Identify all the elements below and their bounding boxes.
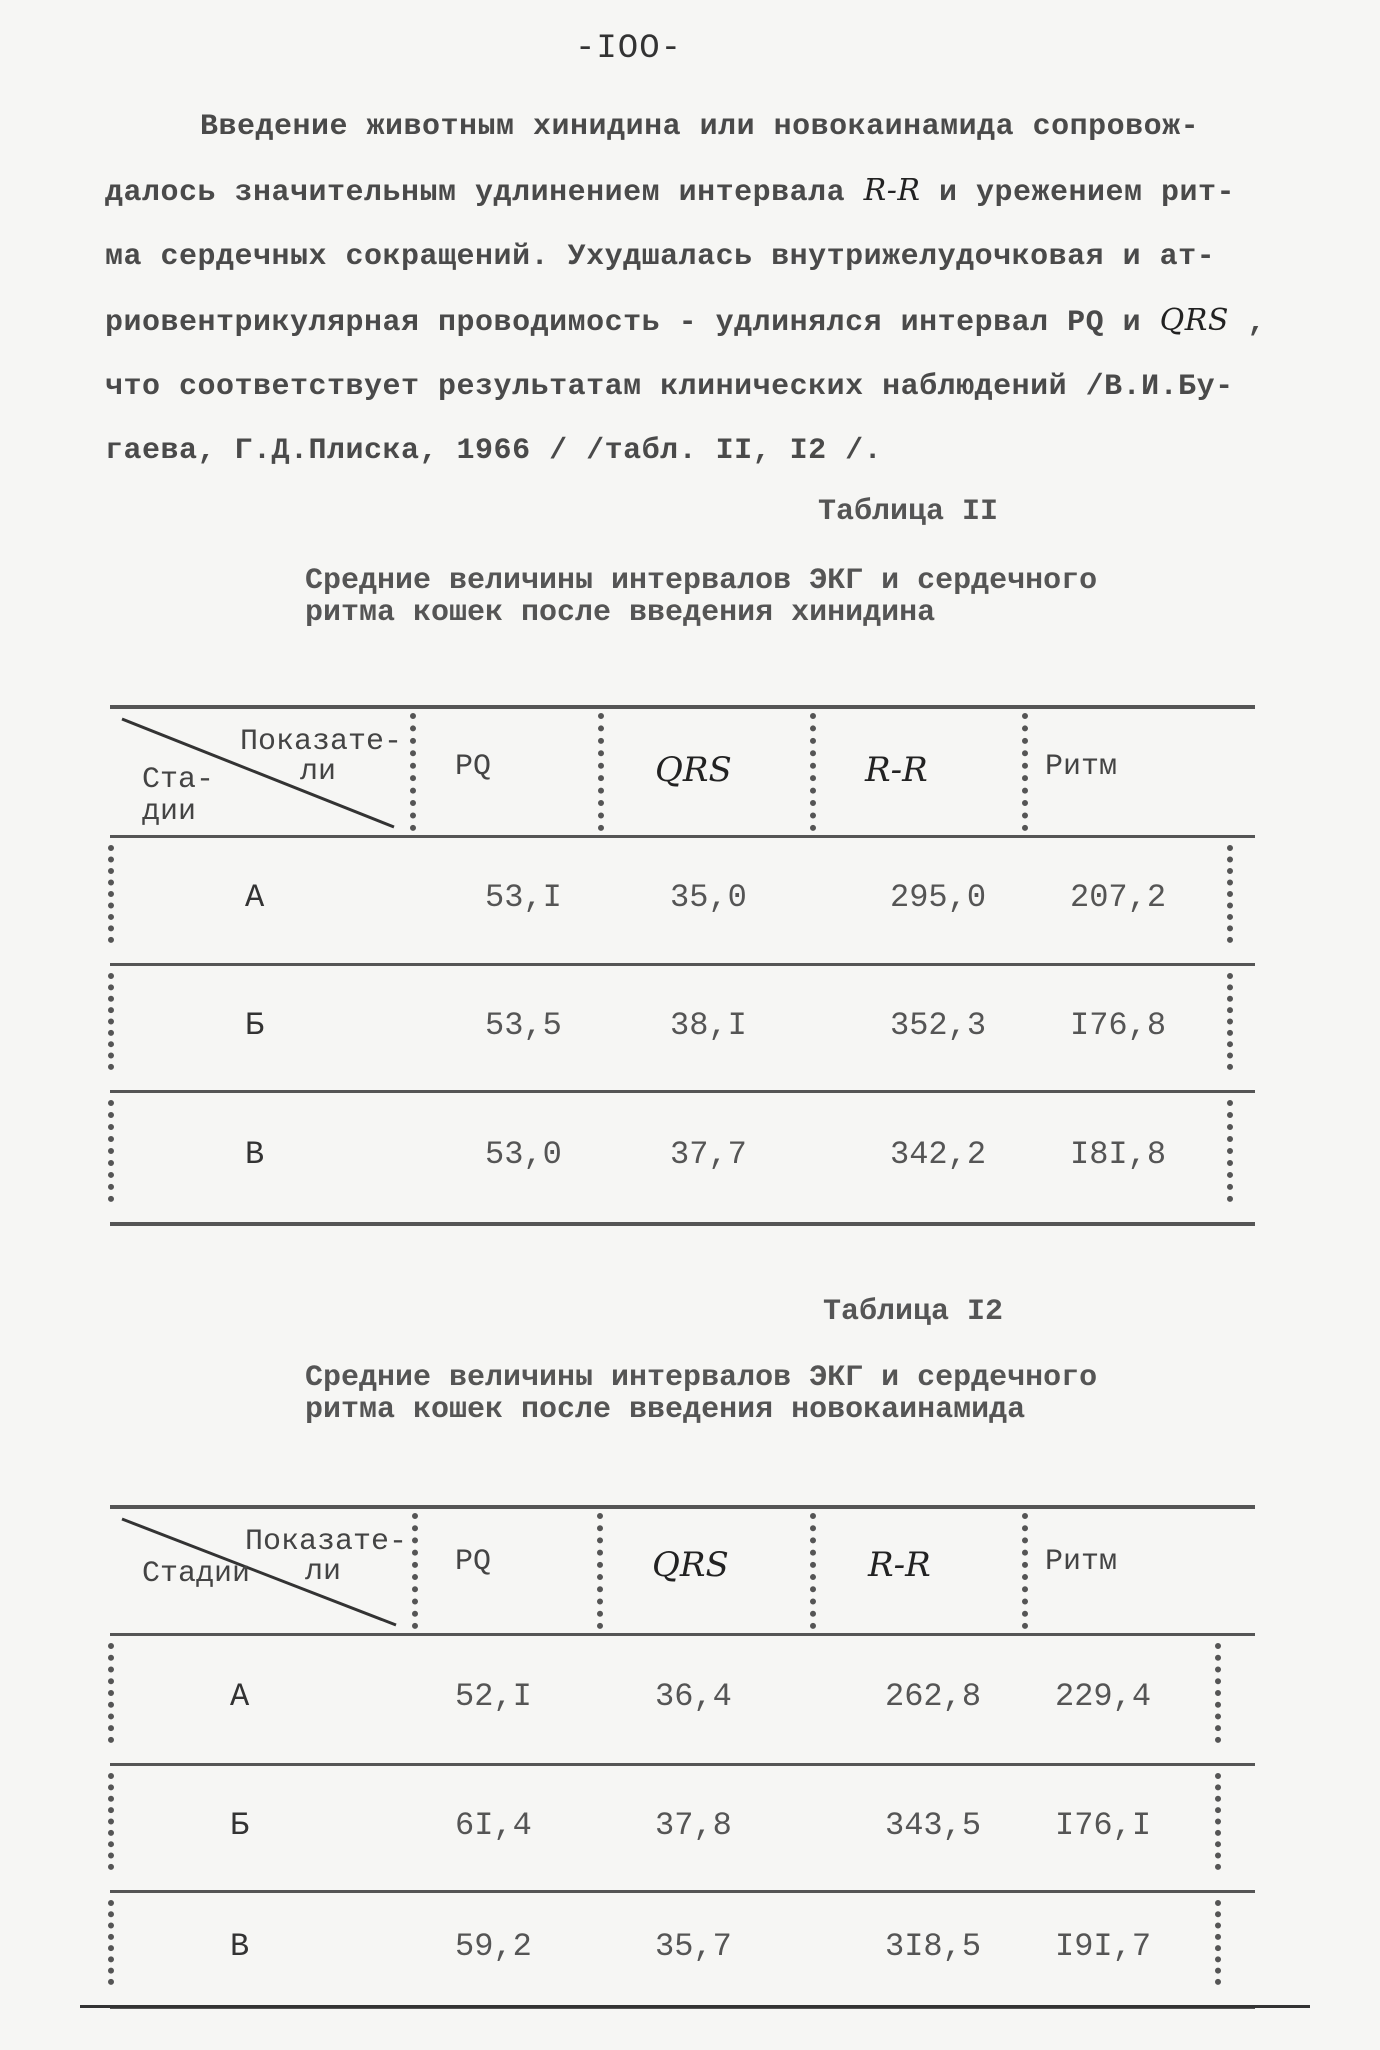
row-edge-left [108, 1100, 114, 1202]
table-cell: 3I8,5 [885, 1927, 982, 1965]
table-rule [110, 1763, 1255, 1766]
bottom-rule [80, 2005, 1310, 2008]
column-separator [412, 1513, 418, 1629]
table-cell: 35,0 [670, 879, 747, 916]
table-cell: 37,7 [670, 1136, 747, 1173]
corner-label-stages-2: дии [142, 795, 197, 829]
row-edge-left [108, 845, 114, 943]
column-header: Ритм [1045, 1545, 1118, 1579]
corner-label-stages: Ста- [142, 763, 215, 797]
paragraph-line [105, 419, 1295, 483]
column-header: PQ [455, 1545, 492, 1579]
table-cell: 38,I [670, 1006, 747, 1044]
paragraph-text: , [1228, 306, 1266, 340]
row-edge-left [108, 973, 114, 1070]
table-11 [110, 705, 1255, 1230]
table-12-caption-line1: Средние величины интервалов ЭКГ и сердечного [305, 1361, 1098, 1395]
table-cell: I76,8 [1070, 1006, 1167, 1044]
table-cell: 53,0 [485, 1136, 562, 1173]
row-edge-left [108, 1643, 114, 1743]
table-rule [110, 1633, 1255, 1636]
table-cell: I9I,7 [1055, 1927, 1152, 1965]
paragraph-text: гаева, Г.Д.Плиска, 1966 / /табл. II, I2 /. [105, 434, 883, 468]
table-cell: 352,3 [890, 1006, 987, 1044]
table-cell: 37,8 [655, 1806, 732, 1844]
table-12-caption-line2: ритма кошек после введения новокаинамида [305, 1393, 1026, 1427]
paragraph-text: и урежением рит- [920, 176, 1235, 210]
stage-label: В [245, 1136, 265, 1173]
handwritten-term: R-R [863, 173, 921, 208]
table-11-caption-line2: ритма кошек после введения хинидина [305, 596, 936, 630]
body-paragraph [105, 95, 1295, 483]
table-rule [110, 1090, 1255, 1093]
corner-label-indicators: Показате- [245, 1525, 408, 1559]
corner-label-indicators-2: ли [300, 755, 337, 789]
row-edge-right [1215, 1773, 1221, 1870]
stage-label: Б [245, 1006, 265, 1044]
row-edge-right [1215, 1643, 1221, 1743]
column-header: QRS [655, 750, 732, 790]
column-separator [410, 713, 416, 831]
table-cell: 229,4 [1055, 1678, 1152, 1715]
paragraph-text: Введение животным хинидина или новокаинамида сопровож- [200, 110, 1200, 144]
stage-label: Б [230, 1806, 250, 1844]
table-cell: I8I,8 [1070, 1136, 1167, 1173]
table-cell: 53,I [485, 879, 562, 916]
paragraph-text: риовентрикулярная проводимость - удлинялся интервал PQ и [105, 306, 1160, 340]
paragraph-line [105, 159, 1295, 225]
column-header: R-R [868, 1545, 931, 1585]
table-cell: 52,I [455, 1678, 532, 1715]
row-edge-right [1227, 1100, 1233, 1202]
table-rule [110, 963, 1255, 966]
table-cell: 59,2 [455, 1927, 532, 1965]
row-edge-right [1215, 1900, 1221, 1985]
paragraph-text: далось значительным удлинением интервала [105, 176, 864, 210]
table-cell: 262,8 [885, 1678, 982, 1715]
table-cell: 207,2 [1070, 879, 1167, 916]
table-rule [110, 1222, 1255, 1226]
paragraph-text: что соответствует результатам клинических наблюдений /В.И.Бу- [105, 370, 1234, 404]
paragraph-line [105, 355, 1295, 419]
row-edge-right [1227, 845, 1233, 943]
row-edge-left [108, 1900, 114, 1985]
stage-label: А [230, 1678, 250, 1715]
table-cell: 6I,4 [455, 1806, 532, 1844]
column-separator [597, 1513, 603, 1629]
table-rule [110, 835, 1255, 838]
table-cell: 342,2 [890, 1136, 987, 1173]
page-number: -IOO- [575, 30, 683, 68]
corner-label-indicators-2: ли [305, 1555, 342, 1589]
column-header: Ритм [1045, 750, 1118, 784]
column-header: QRS [652, 1545, 729, 1585]
stage-label: В [230, 1927, 250, 1965]
stage-label: А [245, 879, 265, 916]
column-separator [1022, 1513, 1028, 1629]
table-cell: 343,5 [885, 1806, 982, 1844]
column-separator [810, 713, 816, 831]
table-cell: I76,I [1055, 1806, 1152, 1844]
column-separator [810, 1513, 816, 1629]
table-cell: 295,0 [890, 879, 987, 916]
column-separator [598, 713, 604, 831]
table-12 [110, 1505, 1255, 2005]
table-cell: 53,5 [485, 1006, 562, 1044]
column-header: R-R [865, 750, 928, 790]
table-12-caption [305, 1362, 1205, 1426]
column-header: PQ [455, 750, 492, 784]
table-12-number: Таблица I2 [823, 1295, 1004, 1329]
paragraph-text: ма сердечных сокращений. Ухудшалась внутрижелудочковая и ат- [105, 240, 1216, 274]
corner-label-indicators: Показате- [240, 725, 403, 759]
table-cell: 36,4 [655, 1678, 732, 1715]
handwritten-term: QRS [1159, 303, 1229, 338]
paragraph-line [105, 225, 1295, 289]
table-cell: 35,7 [655, 1927, 732, 1965]
row-edge-right [1227, 973, 1233, 1070]
table-11-number: Таблица II [818, 495, 999, 529]
table-rule [110, 1890, 1255, 1893]
paragraph-line [105, 289, 1295, 355]
paragraph-line [105, 95, 1295, 159]
column-separator [1022, 713, 1028, 831]
table-11-caption-line1: Средние величины интервалов ЭКГ и сердечного [305, 564, 1098, 598]
table-11-caption [305, 565, 1205, 629]
row-edge-left [108, 1773, 114, 1870]
corner-label-stages: Стадии [142, 1557, 251, 1591]
